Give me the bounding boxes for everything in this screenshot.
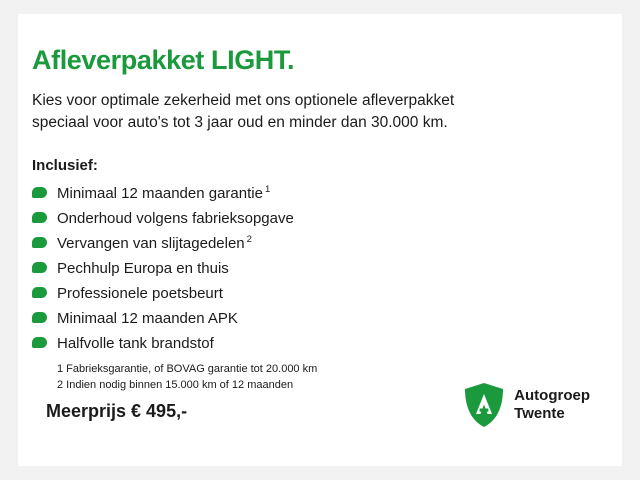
page-title: Afleverpakket LIGHT.: [32, 45, 295, 75]
top-margin-band: [18, 0, 622, 14]
right-margin-band: [622, 0, 640, 480]
list-item: [32, 259, 608, 277]
check-bullet-icon: [32, 287, 47, 298]
bottom-margin-band: [18, 466, 622, 480]
check-bullet-icon: [32, 187, 47, 198]
list-item-label: Vervangen van slijtagedelen $^2$: [57, 233, 252, 252]
list-item-label: Minimaal 12 maanden APK: [57, 309, 238, 327]
list-item: [32, 334, 608, 352]
list-item-label: Halfvolle tank brandstof: [57, 334, 214, 352]
list-item: [32, 234, 608, 252]
intro-text: [32, 90, 537, 135]
shield-icon: [463, 382, 505, 428]
check-bullet-icon: [32, 212, 47, 223]
intro-line-1: Kies voor optimale zekerheid met ons optionele afleverpakket: [32, 91, 455, 109]
benefits-list: [32, 184, 608, 352]
list-item: [32, 184, 608, 202]
list-item-label: Minimaal 12 maanden garantie $^1$: [57, 183, 271, 202]
brand-name: [514, 387, 590, 422]
included-label: Inclusief:: [32, 156, 98, 174]
price-label: Meerprijs € 495,-: [46, 401, 188, 421]
intro-line-2: speciaal voor auto's tot 3 jaar oud en minder dan 30.000 km.: [32, 114, 448, 132]
list-item: [32, 209, 608, 227]
list-item-label: Professionele poetsbeurt: [57, 284, 223, 302]
check-bullet-icon: [32, 312, 47, 323]
check-bullet-icon: [32, 237, 47, 248]
footnote-1: 1 Fabrieksgarantie, of BOVAG garantie tot 20.000 km: [57, 362, 318, 375]
footnote-marker: 2: [246, 233, 252, 245]
check-bullet-icon: [32, 337, 47, 348]
list-item: [32, 309, 608, 327]
list-item-label: Pechhulp Europa en thuis: [57, 259, 229, 277]
check-bullet-icon: [32, 262, 47, 273]
footnote-marker: 1: [264, 183, 271, 195]
brand-logo: [463, 382, 590, 428]
content-area: [32, 46, 608, 466]
brand-line-2: Twente: [514, 405, 565, 422]
list-item-label: Onderhoud volgens fabrieksopgave: [57, 209, 294, 227]
left-margin-band: [0, 0, 18, 480]
list-item: [32, 284, 608, 302]
brand-line-1: Autogroep: [514, 387, 590, 405]
footnote-2: 2 Indien nodig binnen 15.000 km of 12 maanden: [57, 379, 294, 392]
